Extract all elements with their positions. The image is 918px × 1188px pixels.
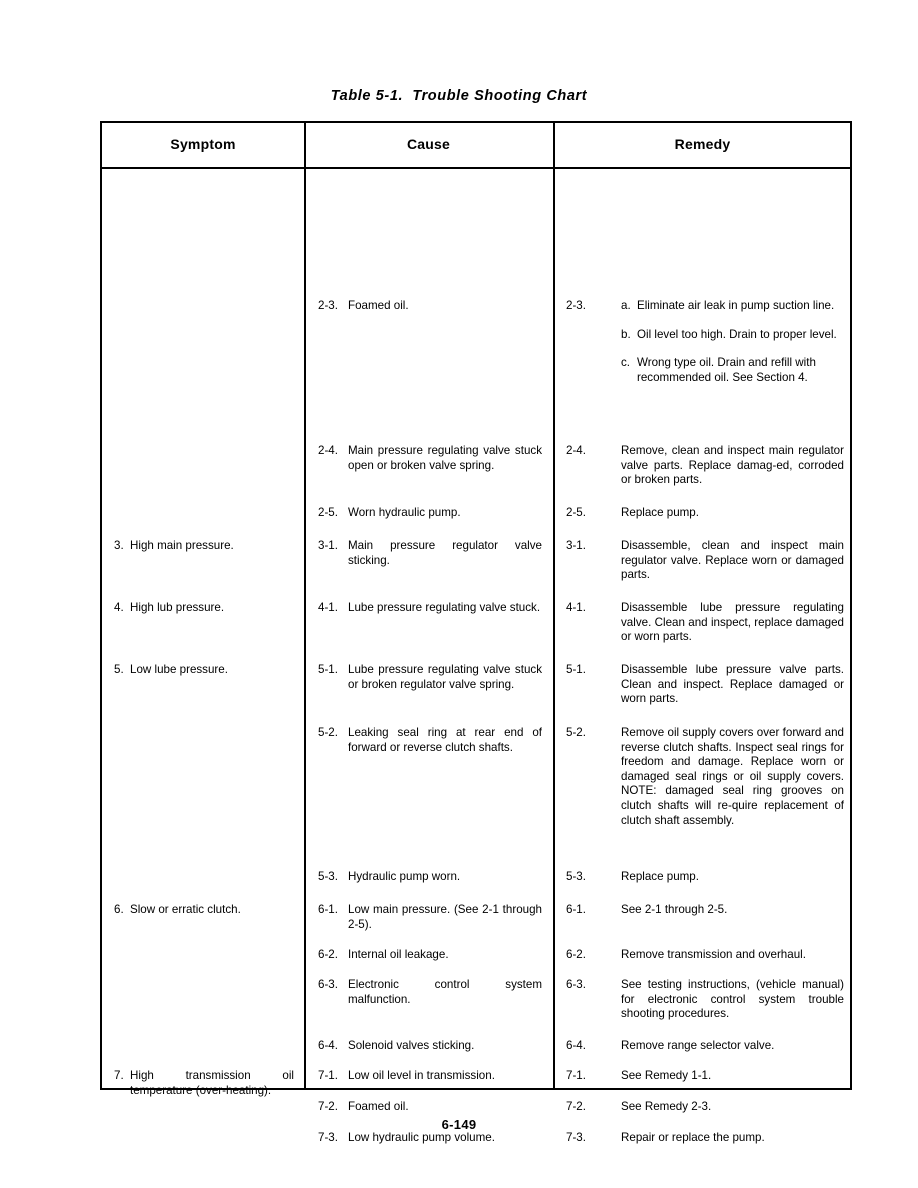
remedy-number: 7-1.	[566, 1069, 586, 1082]
cause-text: Foamed oil.	[348, 1100, 409, 1113]
cause-entry	[318, 726, 542, 755]
symptom-entry	[114, 903, 294, 918]
remedy-subitem-text: Wrong type oil. Drain and refill with recommended oil. See Section 4.	[637, 356, 816, 384]
cause-entry	[318, 663, 542, 692]
column-header-symptom: Symptom	[170, 136, 236, 152]
remedy-column	[553, 169, 852, 1144]
remedy-text: Disassemble lube pressure regulating valve. Clean and inspect, replace damaged or worn parts.	[621, 601, 844, 644]
remedy-number: 6-4.	[566, 1039, 586, 1052]
cause-entry	[318, 903, 542, 932]
remedy-subitem	[621, 299, 844, 314]
remedy-text: Repair or replace the pump.	[621, 1131, 765, 1144]
cause-number: 4-1.	[318, 601, 338, 614]
remedy-entry	[566, 1039, 844, 1054]
symptom-text: Low lube pressure.	[130, 663, 228, 676]
cause-number: 7-2.	[318, 1100, 338, 1113]
remedy-subitem	[621, 356, 844, 385]
symptom-entry	[114, 539, 294, 554]
cause-number: 5-1.	[318, 663, 338, 676]
cause-number: 6-4.	[318, 1039, 338, 1052]
cause-entry	[318, 444, 542, 473]
remedy-number: 2-4.	[566, 444, 586, 457]
remedy-subitem-text: Oil level too high. Drain to proper level.	[637, 327, 837, 341]
remedy-number: 5-1.	[566, 663, 586, 676]
column-header-cause: Cause	[406, 136, 451, 152]
remedy-number: 6-1.	[566, 903, 586, 916]
cause-entry	[318, 1069, 542, 1084]
symptom-number: 4.	[114, 601, 124, 614]
cause-entry	[318, 299, 542, 314]
symptom-text: High lub pressure.	[130, 601, 225, 614]
symptom-entry	[114, 1069, 294, 1098]
remedy-entry	[566, 601, 844, 645]
remedy-entry	[566, 870, 844, 885]
cause-number: 7-3.	[318, 1131, 338, 1144]
remedy-number: 5-2.	[566, 726, 586, 739]
cause-number: 6-3.	[318, 978, 338, 991]
remedy-subitem-letter: c.	[621, 356, 631, 370]
cause-number: 6-2.	[318, 948, 338, 961]
remedy-text: See Remedy 1-1.	[621, 1069, 712, 1082]
remedy-text: Remove oil supply covers over forward and reverse clutch shafts. Inspect seal rings for freedom and damage. Replace worn or damaged seal rings or oil supply covers. NOTE: damaged seal ring grooves on clutch shafts will re-quire replacement of clutch shaft assembly.	[621, 726, 844, 827]
page-number: 6-149	[441, 1117, 477, 1132]
cause-number: 5-2.	[318, 726, 338, 739]
cause-text: Leaking seal ring at rear end of forward or reverse clutch shafts.	[348, 726, 542, 754]
remedy-entry	[566, 1069, 844, 1084]
remedy-text: See testing instructions, (vehicle manual) for electronic control system trouble shooting procedures.	[621, 978, 844, 1021]
remedy-number: 3-1.	[566, 539, 586, 552]
cause-number: 7-1.	[318, 1069, 338, 1082]
symptom-entry	[114, 663, 294, 678]
cause-text: Foamed oil.	[348, 299, 409, 312]
remedy-text: Replace pump.	[621, 506, 699, 519]
cause-text: Electronic control system malfunction.	[348, 978, 542, 1006]
remedy-entry	[566, 726, 844, 828]
symptom-column	[102, 169, 304, 1097]
remedy-text: Replace pump.	[621, 870, 699, 883]
cause-number: 2-5.	[318, 506, 338, 519]
cause-entry	[318, 1131, 542, 1146]
cause-entry	[318, 1100, 542, 1115]
symptom-text: High transmission oil temperature (over-heating).	[130, 1069, 294, 1097]
remedy-text: Remove range selector valve.	[621, 1039, 775, 1052]
remedy-text: Disassemble, clean and inspect main regulator valve. Replace worn or damaged parts.	[621, 539, 844, 582]
cause-number: 2-4.	[318, 444, 338, 457]
remedy-entry	[566, 444, 844, 488]
symptom-text: High main pressure.	[130, 539, 234, 552]
cause-entry	[318, 978, 542, 1007]
cause-entry	[318, 1039, 542, 1054]
cause-text: Lube pressure regulating valve stuck or broken regulator valve spring.	[348, 663, 542, 691]
cause-text: Internal oil leakage.	[348, 948, 449, 961]
cause-entry	[318, 601, 542, 616]
symptom-entry	[114, 601, 294, 616]
cause-number: 3-1.	[318, 539, 338, 552]
remedy-entry	[566, 1100, 844, 1115]
remedy-number: 5-3.	[566, 870, 586, 883]
remedy-number: 7-2.	[566, 1100, 586, 1113]
remedy-text: Remove, clean and inspect main regulator valve parts. Replace damag-ed, corroded or broken parts.	[621, 444, 844, 487]
remedy-text: Disassemble lube pressure valve parts. Clean and inspect. Replace damaged or worn parts.	[621, 663, 844, 706]
remedy-entry	[566, 903, 844, 918]
remedy-number: 6-2.	[566, 948, 586, 961]
cause-text: Main pressure regulating valve stuck open or broken valve spring.	[348, 444, 542, 472]
remedy-entry	[566, 506, 844, 521]
remedy-subitem-text: Eliminate air leak in pump suction line.	[637, 299, 835, 312]
remedy-text: Remove transmission and overhaul.	[621, 948, 806, 961]
remedy-text: See Remedy 2-3.	[621, 1100, 712, 1113]
remedy-entry	[566, 299, 844, 385]
cause-number: 2-3.	[318, 299, 338, 312]
cause-text: Low hydraulic pump volume.	[348, 1131, 495, 1144]
symptom-number: 6.	[114, 903, 124, 916]
cause-entry	[318, 506, 542, 521]
cause-text: Worn hydraulic pump.	[348, 506, 461, 519]
cause-entry	[318, 870, 542, 885]
remedy-entry	[566, 539, 844, 583]
remedy-subitem-letter: a.	[621, 299, 631, 312]
remedy-entry	[566, 663, 844, 707]
cause-text: Main pressure regulator valve sticking.	[348, 539, 542, 567]
remedy-entry	[566, 1131, 844, 1146]
remedy-entry	[566, 948, 844, 963]
remedy-text: See 2-1 through 2-5.	[621, 903, 728, 916]
remedy-number: 7-3.	[566, 1131, 586, 1144]
symptom-number: 5.	[114, 663, 124, 676]
cause-number: 6-1.	[318, 903, 338, 916]
remedy-entry	[566, 978, 844, 1022]
cause-text: Low main pressure. (See 2-1 through 2-5).	[348, 903, 542, 931]
symptom-number: 7.	[114, 1069, 124, 1082]
cause-text: Lube pressure regulating valve stuck.	[348, 601, 541, 614]
table-title: Table 5-1. Trouble Shooting Chart	[330, 88, 588, 104]
remedy-number: 6-3.	[566, 978, 586, 991]
cause-entry	[318, 948, 542, 963]
remedy-number: 2-3.	[566, 299, 586, 312]
cause-text: Solenoid valves sticking.	[348, 1039, 475, 1052]
cause-entry	[318, 539, 542, 568]
remedy-number: 2-5.	[566, 506, 586, 519]
cause-number: 5-3.	[318, 870, 338, 883]
remedy-number: 4-1.	[566, 601, 586, 614]
symptom-number: 3.	[114, 539, 124, 552]
column-header-remedy: Remedy	[674, 136, 731, 152]
cause-text: Hydraulic pump worn.	[348, 870, 461, 883]
remedy-subitem-letter: b.	[621, 327, 631, 341]
remedy-subitem	[621, 328, 844, 343]
symptom-text: Slow or erratic clutch.	[130, 903, 241, 916]
cause-text: Low oil level in transmission.	[348, 1069, 495, 1082]
